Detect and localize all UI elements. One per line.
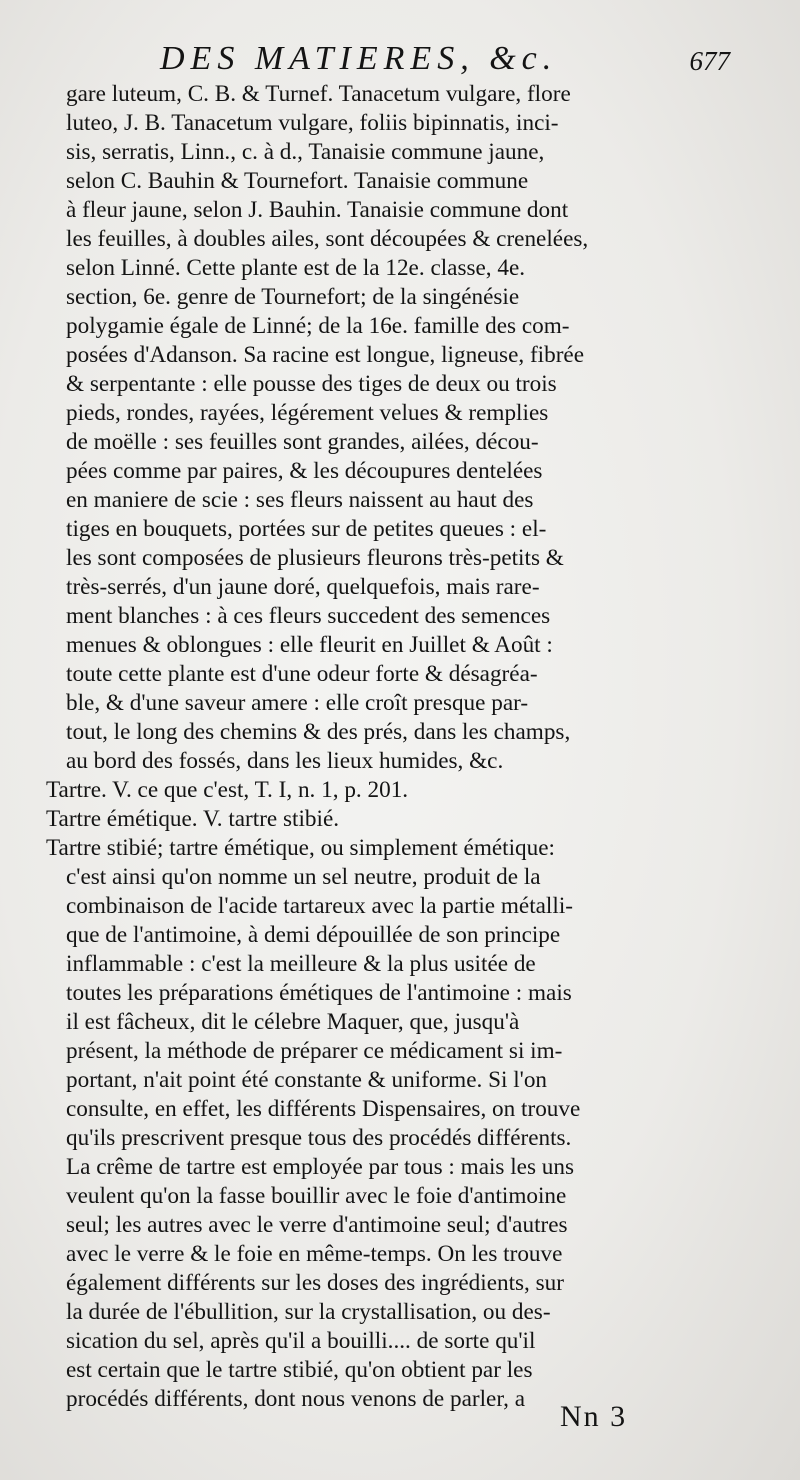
text-line: les sont composées de plusieurs fleurons très-petits & (66, 545, 564, 571)
text-line: procédés différents, dont nous venons de parler, a (66, 1386, 526, 1412)
text-line: la durée de l'ébullition, sur la crystallisation, ou des- (66, 1299, 551, 1325)
text-line: inflammable : c'est la meilleure & la plus usitée de (66, 951, 536, 977)
text-line: consulte, en effet, les différents Dispensaires, on trouve (66, 1096, 581, 1122)
text-line: c'est ainsi qu'on nomme un sel neutre, produit de la (66, 864, 541, 890)
text-line: gare luteum, C. B. & Turnef. Tanacetum vulgare, flore (66, 81, 571, 107)
text-line: portant, n'ait point été constante & uniforme. Si l'on (66, 1067, 548, 1093)
text-line: ment blanches : à ces fleurs succedent des semences (66, 603, 551, 629)
text-line: section, 6e. genre de Tournefort; de la singénésie (66, 284, 520, 310)
text-line: qu'ils prescrivent presque tous des procédés différents. (66, 1125, 572, 1151)
text-line: de moëlle : ses feuilles sont grandes, ailées, décou- (66, 429, 539, 455)
text-line: il est fâcheux, dit le célebre Maquer, que, jusqu'à (66, 1009, 520, 1035)
text-line: au bord des fossés, dans les lieux humides, &c. (66, 748, 504, 774)
text-line: menues & oblongues : elle fleurit en Juillet & Août : (66, 632, 553, 658)
text-line: toutes les préparations émétiques de l'antimoine : mais (66, 980, 572, 1006)
text-line: tiges en bouquets, portées sur de petites queues : el- (66, 516, 547, 542)
signature-mark: Nn 3 (560, 1400, 628, 1433)
text-line: présent, la méthode de préparer ce médicament si im- (66, 1038, 563, 1064)
text-line: combinaison de l'acide tartareux avec la partie métalli- (66, 893, 573, 919)
text-line: tout, le long des chemins & des prés, dans les champs, (66, 719, 571, 745)
text-line: pées comme par paires, & les découpures dentelées (66, 458, 543, 484)
running-title: DES MATIERES, &c. (160, 40, 558, 77)
text-line: polygamie égale de Linné; de la 16e. famille des com- (66, 313, 570, 339)
text-line: avec le verre & le foie en même-temps. On les trouve (66, 1241, 563, 1267)
text-line: veulent qu'on la fasse bouillir avec le foie d'antimoine (66, 1183, 567, 1209)
text-line: sis, serratis, Linn., c. à d., Tanaisie commune jaune, (66, 139, 545, 165)
page-number: 677 (689, 46, 730, 76)
text-line: & serpentante : elle pousse des tiges de deux ou trois (66, 371, 557, 397)
text-line: très-serrés, d'un jaune doré, quelquefois, mais rare- (66, 574, 540, 600)
text-line: La crême de tartre est employée par tous : mais les uns (66, 1154, 575, 1180)
text-line: seul; les autres avec le verre d'antimoine seul; d'autres (66, 1212, 568, 1238)
text-line: à fleur jaune, selon J. Bauhin. Tanaisie commune dont (66, 197, 569, 223)
text-line: Tartre stibié; tartre émétique, ou simplement émétique: (46, 835, 555, 861)
text-line: en maniere de scie : ses fleurs naissent au haut des (66, 487, 534, 513)
text-line: Tartre. V. ce que c'est, T. I, n. 1, p. 201. (46, 777, 409, 803)
text-line: également différents sur les doses des ingrédients, sur (66, 1270, 564, 1296)
text-line: selon Linné. Cette plante est de la 12e. classe, 4e. (66, 255, 526, 281)
text-line: ble, & d'une saveur amere : elle croît presque par- (66, 690, 529, 716)
text-line: toute cette plante est d'une odeur forte & désagréa- (66, 661, 538, 687)
text-line: posées d'Adanson. Sa racine est longue, ligneuse, fibrée (66, 342, 585, 368)
text-line: selon C. Bauhin & Tournefort. Tanaisie commune (66, 168, 529, 194)
text-line: luteo, J. B. Tanacetum vulgare, foliis bipinnatis, inci- (66, 110, 559, 136)
text-line: est certain que le tartre stibié, qu'on obtient par les (66, 1357, 533, 1383)
text-line: Tartre émétique. V. tartre stibié. (46, 806, 340, 832)
text-line: pieds, rondes, rayées, légérement velues & remplies (66, 400, 549, 426)
text-line: sication du sel, après qu'il a bouilli.... de sorte qu'il (66, 1328, 536, 1354)
text-line: les feuilles, à doubles ailes, sont découpées & crenelées, (66, 226, 589, 252)
body-text (44, 80, 742, 1414)
text-line: que de l'antimoine, à demi dépouillée de son principe (66, 922, 561, 948)
